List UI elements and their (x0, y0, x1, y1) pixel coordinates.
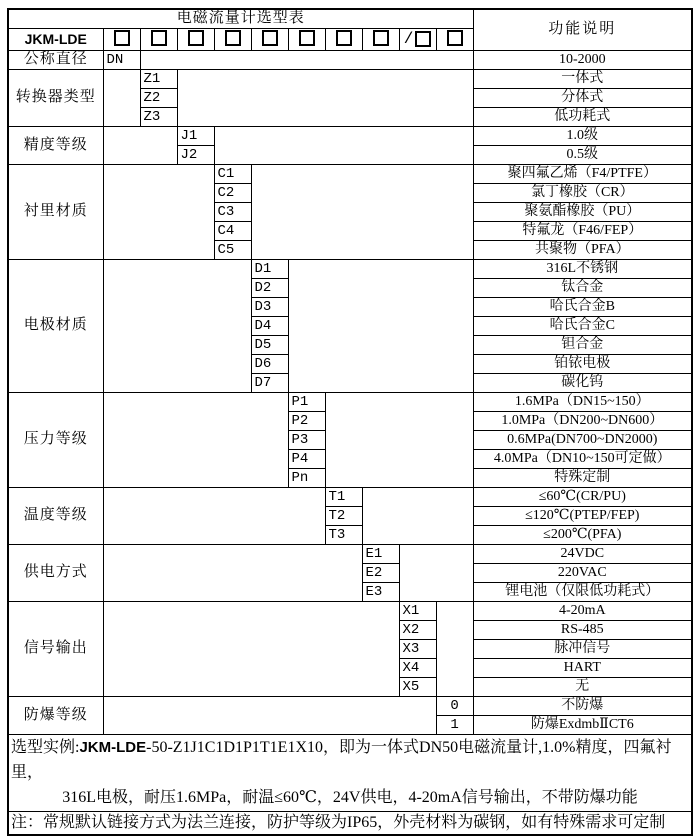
spacer-cell (399, 545, 473, 602)
desc-cell-X4: HART (473, 659, 692, 678)
desc-cell-D7: 碳化钨 (473, 374, 692, 393)
model-code-cell-1[interactable] (103, 29, 140, 51)
desc-cell-T1: ≤60℃(CR/PU) (473, 488, 692, 507)
code-cell-D4: D4 (251, 317, 288, 336)
slash-separator: / (403, 30, 414, 49)
desc-cell-C3: 聚氨酯橡胶（PU） (473, 203, 692, 222)
section-label-converter-type: 转换器类型 (8, 70, 103, 127)
checkbox-icon (373, 30, 389, 46)
desc-cell-P3: 0.6MPa(DN700~DN2000) (473, 431, 692, 450)
spacer-cell (288, 260, 473, 393)
spacer-cell (103, 602, 399, 697)
code-cell-C5: C5 (214, 241, 251, 260)
spacer-cell (362, 488, 473, 545)
example-text: -50-Z1J1C1D1P1T1E1X10，即为一体式DN50电磁流量计,1.0%精度，四氟衬里， (11, 739, 672, 781)
selection-table (7, 8, 693, 836)
spacer-cell (325, 393, 473, 488)
checkbox-icon (114, 30, 130, 46)
checkbox-icon (188, 30, 204, 46)
desc-cell-X2: RS-485 (473, 621, 692, 640)
code-cell-P4: P4 (288, 450, 325, 469)
example-line1 (11, 736, 689, 786)
code-cell-0: 0 (436, 697, 473, 716)
code-cell-X1: X1 (399, 602, 436, 621)
example-model: JKM-LDE (79, 739, 147, 756)
code-cell-J2: J2 (177, 146, 214, 165)
code-cell-E3: E3 (362, 583, 399, 602)
desc-cell-Z2: 分体式 (473, 89, 692, 108)
section-label-lining-material: 衬里材质 (8, 165, 103, 260)
code-cell-D5: D5 (251, 336, 288, 355)
desc-cell-1: 防爆ExdmbⅡCT6 (473, 716, 692, 735)
checkbox-icon (336, 30, 352, 46)
desc-cell-E1: 24VDC (473, 545, 692, 564)
section-label-temperature-rating: 温度等级 (8, 488, 103, 545)
desc-cell-DN: 10-2000 (473, 51, 692, 70)
desc-cell-C1: 聚四氟乙烯（F4/PTFE） (473, 165, 692, 184)
checkbox-icon (151, 30, 167, 46)
model-prefix: JKM-LDE (8, 29, 103, 51)
desc-cell-X1: 4-20mA (473, 602, 692, 621)
desc-cell-C2: 氯丁橡胶（CR） (473, 184, 692, 203)
spacer-cell (103, 260, 251, 393)
model-code-cell-6[interactable] (288, 29, 325, 51)
desc-cell-C4: 特氟龙（F46/FEP） (473, 222, 692, 241)
spacer-cell (103, 545, 362, 602)
desc-cell-D2: 钛合金 (473, 279, 692, 298)
desc-cell-Pn: 特殊定制 (473, 469, 692, 488)
code-cell-J1: J1 (177, 127, 214, 146)
code-cell-Pn: Pn (288, 469, 325, 488)
code-cell-T3: T3 (325, 526, 362, 545)
desc-cell-J1: 1.0级 (473, 127, 692, 146)
checkbox-icon (447, 30, 463, 46)
spacer-cell (436, 602, 473, 697)
desc-cell-T2: ≤120℃(PTEP/FEP) (473, 507, 692, 526)
spacer-cell (103, 70, 140, 127)
desc-cell-D3: 哈氏合金B (473, 298, 692, 317)
spacer-cell (251, 165, 473, 260)
desc-cell-C5: 共聚物（PFA） (473, 241, 692, 260)
code-cell-E2: E2 (362, 564, 399, 583)
model-code-cell-10[interactable] (436, 29, 473, 51)
code-cell-P2: P2 (288, 412, 325, 431)
spacer-cell (103, 697, 436, 735)
desc-cell-P2: 1.0MPa（DN200~DN600） (473, 412, 692, 431)
desc-cell-P1: 1.6MPa（DN15~150） (473, 393, 692, 412)
code-cell-DN: DN (103, 51, 140, 70)
desc-cell-D1: 316L不锈钢 (473, 260, 692, 279)
code-cell-D6: D6 (251, 355, 288, 374)
spacer-cell (103, 393, 288, 488)
section-label-pressure-rating: 压力等级 (8, 393, 103, 488)
desc-cell-J2: 0.5级 (473, 146, 692, 165)
desc-cell-Z3: 低功耗式 (473, 108, 692, 127)
model-code-cell-2[interactable] (140, 29, 177, 51)
spacer-cell (177, 70, 473, 127)
desc-cell-X3: 脉冲信号 (473, 640, 692, 659)
desc-cell-X5: 无 (473, 678, 692, 697)
code-cell-Z1: Z1 (140, 70, 177, 89)
code-cell-E1: E1 (362, 545, 399, 564)
desc-cell-0: 不防爆 (473, 697, 692, 716)
spacer-cell (103, 488, 325, 545)
section-label-signal-output: 信号输出 (8, 602, 103, 697)
spacer-cell (103, 127, 177, 165)
spacer-cell (214, 127, 473, 165)
code-cell-X3: X3 (399, 640, 436, 659)
code-cell-C3: C3 (214, 203, 251, 222)
code-cell-C4: C4 (214, 222, 251, 241)
code-cell-C1: C1 (214, 165, 251, 184)
code-cell-D7: D7 (251, 374, 288, 393)
desc-cell-T3: ≤200℃(PFA) (473, 526, 692, 545)
function-column-header: 功能说明 (473, 9, 692, 51)
desc-cell-D5: 钽合金 (473, 336, 692, 355)
desc-cell-D6: 铂铱电极 (473, 355, 692, 374)
code-cell-X2: X2 (399, 621, 436, 640)
section-label-nominal-diameter: 公称直径 (8, 51, 103, 70)
code-cell-T1: T1 (325, 488, 362, 507)
section-label-explosion-proof: 防爆等级 (8, 697, 103, 735)
code-cell-D3: D3 (251, 298, 288, 317)
section-label-power-supply: 供电方式 (8, 545, 103, 602)
code-cell-P3: P3 (288, 431, 325, 450)
model-code-cell-9[interactable] (399, 29, 436, 51)
code-cell-D1: D1 (251, 260, 288, 279)
desc-cell-E3: 锂电池（仅限低功耗式） (473, 583, 692, 602)
checkbox-icon (415, 31, 431, 47)
code-cell-1: 1 (436, 716, 473, 735)
spacer-cell (103, 165, 214, 260)
model-code-cell-8[interactable] (362, 29, 399, 51)
checkbox-icon (225, 30, 241, 46)
model-code-cell-4[interactable] (214, 29, 251, 51)
table-title: 电磁流量计选型表 (8, 9, 473, 29)
model-code-cell-7[interactable] (325, 29, 362, 51)
section-label-electrode-material: 电极材质 (8, 260, 103, 393)
checkbox-icon (299, 30, 315, 46)
code-cell-T2: T2 (325, 507, 362, 526)
model-code-cell-3[interactable] (177, 29, 214, 51)
example-row (8, 735, 692, 812)
checkbox-icon (262, 30, 278, 46)
example-label: 选型实例: (11, 739, 80, 756)
desc-cell-D4: 哈氏合金C (473, 317, 692, 336)
desc-cell-E2: 220VAC (473, 564, 692, 583)
model-code-cell-5[interactable] (251, 29, 288, 51)
spacer-cell (140, 51, 473, 70)
code-cell-P1: P1 (288, 393, 325, 412)
desc-cell-P4: 4.0MPa（DN10~150可定做） (473, 450, 692, 469)
code-cell-D2: D2 (251, 279, 288, 298)
note-row: 注：常规默认链接方式为法兰连接，防护等级为IP65，外壳材料为碳钢，如有特殊需求可定制 (8, 812, 692, 836)
code-cell-C2: C2 (214, 184, 251, 203)
code-cell-X4: X4 (399, 659, 436, 678)
code-cell-Z3: Z3 (140, 108, 177, 127)
section-label-accuracy-class: 精度等级 (8, 127, 103, 165)
code-cell-Z2: Z2 (140, 89, 177, 108)
example-line2: 316L电极，耐压1.6MPa，耐温≤60℃，24V供电，4-20mA信号输出，不带防爆功能 (62, 788, 638, 806)
desc-cell-Z1: 一体式 (473, 70, 692, 89)
code-cell-X5: X5 (399, 678, 436, 697)
